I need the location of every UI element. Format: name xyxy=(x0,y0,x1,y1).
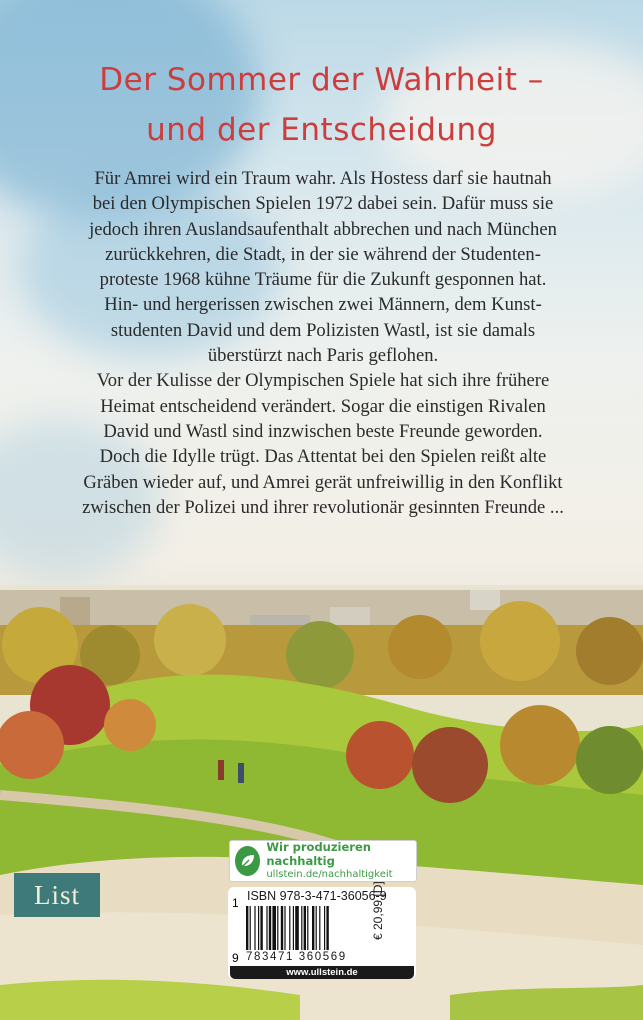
barcode-bar xyxy=(258,906,259,950)
barcode-bar xyxy=(312,906,314,950)
blurb-line: überstürzt nach Paris geflohen. xyxy=(207,345,439,367)
barcode-bar xyxy=(295,906,299,950)
walking-figure xyxy=(218,760,224,780)
blurb-line: zwischen der Polizei und ihrer revolutionär gesinnten Freunde ... xyxy=(82,496,564,518)
publisher-logo: List xyxy=(14,873,100,917)
barcode-bar xyxy=(326,906,328,950)
barcode-bar xyxy=(281,906,283,950)
barcode-bar xyxy=(293,906,294,950)
barcode-lead-digit: 1 xyxy=(232,896,239,910)
publisher-url: www.ullstein.de xyxy=(230,966,414,979)
barcode-bar xyxy=(246,906,248,950)
sustainability-url: ullstein.de/nachhaltigkeit xyxy=(266,869,393,880)
sustainability-badge xyxy=(229,840,417,882)
barcode-bar xyxy=(307,906,308,950)
blurb-text xyxy=(62,166,584,520)
barcode-bar xyxy=(277,906,278,950)
blurb-line: jedoch ihren Auslandsaufenthalt abbrechen und nach München xyxy=(89,218,557,240)
barcode-bar xyxy=(289,906,290,950)
barcode-lead-digit: 9 xyxy=(232,951,239,965)
blurb-line: bei den Olympischen Spielen 1972 dabei sein. Dafür muss sie xyxy=(92,193,554,215)
headline-line-2: und der Entscheidung xyxy=(146,112,497,148)
isbn-number: ISBN 978-3-471-36056-9 xyxy=(247,889,387,903)
barcode-bar xyxy=(301,906,302,950)
barcode-bar xyxy=(319,906,320,950)
barcode-bar xyxy=(324,906,325,950)
blurb-line: Für Amrei wird ein Traum wahr. Als Hostess darf sie hautnah xyxy=(94,168,552,189)
barcode-bar xyxy=(272,906,276,950)
blurb-line: Doch die Idylle trügt. Das Attentat bei den Spielen reißt alte xyxy=(99,446,547,468)
sustainability-title: Wir produzieren nachhaltig xyxy=(266,840,371,868)
blurb-line: zurückkehren, die Stadt, in der sie während der Studenten- xyxy=(105,243,541,265)
blurb-line: David und Wastl sind inzwischen beste Freunde geworden. xyxy=(103,420,543,442)
barcode-bar xyxy=(260,906,262,950)
walking-figure xyxy=(238,763,244,783)
blurb-line: Heimat entscheidend verändert. Sogar die einstigen Rivalen xyxy=(100,395,546,417)
barcode-bar xyxy=(254,906,255,950)
barcode-bar xyxy=(316,906,317,950)
blurb-line: proteste 1968 kühne Träume für die Zukunft gesponnen hat. xyxy=(99,269,547,291)
headline-line-1: Der Sommer der Wahrheit – xyxy=(99,62,544,98)
barcode-bar xyxy=(269,906,271,950)
blurb-line: Hin- und hergerissen zwischen zwei Männern, dem Kunst- xyxy=(104,294,542,316)
blurb-line: Gräben wieder auf, und Amrei gerät unfreiwillig in den Konflikt xyxy=(83,471,563,493)
blurb-line: studenten David und dem Polizisten Wastl, ist sie damals xyxy=(110,319,536,341)
leaf-recycle-icon xyxy=(235,846,260,876)
blurb-line: Vor der Kulisse der Olympischen Spiele hat sich ihre frühere xyxy=(96,370,550,392)
barcode-digits: 783471 360569 xyxy=(246,951,347,963)
barcode-bar xyxy=(284,906,285,950)
barcode-bar xyxy=(266,906,267,950)
barcode-bar xyxy=(250,906,251,950)
price-label: € 20,99 [D] xyxy=(371,881,385,940)
barcode-bar xyxy=(304,906,306,950)
